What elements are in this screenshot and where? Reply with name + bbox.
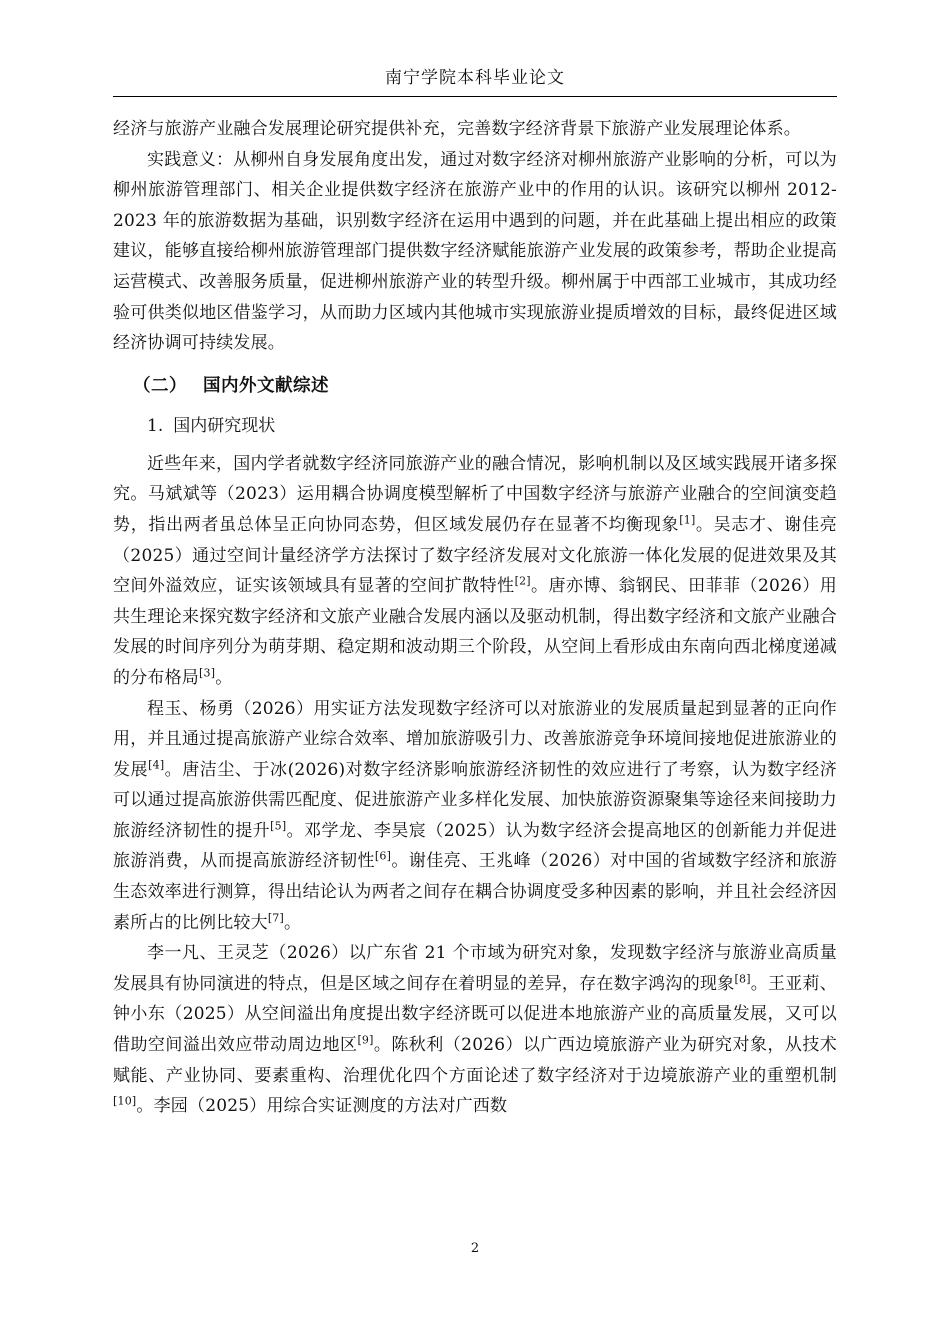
citation-ref-5: [5] bbox=[270, 819, 287, 833]
text-run: 。吴志才、谢佳亮（2025）通过空间计量经济学方法探讨了数字经济发展对文化旅游一体化发展的促进效果及其空间外溢效应，证实该领域具有显著的空间扩散特性 bbox=[113, 514, 837, 597]
paragraph-domestic-3 bbox=[113, 938, 837, 1122]
text-run: 。李园（2025）用综合实证测度的方法对广西数 bbox=[136, 1096, 508, 1117]
subsection-heading-domestic bbox=[113, 411, 837, 441]
citation-ref-6: [6] bbox=[374, 849, 392, 863]
section-heading-literature-review bbox=[113, 371, 837, 401]
header-rule bbox=[113, 96, 837, 97]
subsection-title: 国内研究现状 bbox=[173, 415, 276, 436]
text-run: 近些年来，国内学者就数字经济同旅游产业的融合情况，影响机制以及区域实践展开诸多探究。马斌斌等（2023）运用耦合协调度模型解析了中国数字经济与旅游产业融合的空间演变趋势，指出两者虽总体呈正向协同态势，但区域发展仍存在显著不均衡现象 bbox=[113, 453, 837, 535]
citation-ref-9: [9] bbox=[357, 1033, 374, 1047]
text-run: 。 bbox=[215, 667, 233, 688]
text-run: 。邓学龙、李昊宸（2025）认为数字经济会提高地区的创新能力并促进旅游消费，从而提高旅游经济韧性 bbox=[113, 820, 837, 872]
section-title: 国内外文献综述 bbox=[203, 375, 329, 396]
text-run: 李一凡、王灵芝（2026）以广东省 21 个市域为研究对象，发现数字经济与旅游业高质量发展具有协同演进的特点，但是区域之间存在着明显的差异，存在数字鸿沟的现象 bbox=[113, 943, 837, 994]
citation-ref-10: [10] bbox=[113, 1094, 137, 1108]
citation-ref-3: [3] bbox=[199, 666, 216, 680]
text-run: 。王亚莉、钟小东（2025）从空间溢出角度提出数字经济既可以促进本地旅游产业的高质量发展，又可以借助空间溢出效应带动周边地区 bbox=[113, 973, 838, 1056]
text-run: 。唐亦博、翁钢民、田菲菲（2026）用共生理论来探究数字经济和文旅产业融合发展内涵以及驱动机制，得出数字经济和文旅产业融合发展的时间序列分为萌芽期、稳定期和波动期三个阶段，从空间上看形成由东南向西北梯度递减的分布格局 bbox=[113, 576, 837, 688]
citation-ref-1: [1] bbox=[679, 513, 696, 527]
text-run: 。谢佳亮、王兆峰（2026）对中国的省域数字经济和旅游生态效率进行测算，得出结论认为两者之间存在耦合协调度受多种因素的影响，并且社会经济因素所占的比例比较大 bbox=[113, 851, 837, 933]
text-run: 。唐洁尘、于冰(2026)对数字经济影响旅游经济韧性的效应进行了考察，认为数字经济可以通过提高旅游供需匹配度、促进旅游产业多样化发展、加快旅游资源聚集等途径来间接助力旅游经济韧性的提升 bbox=[113, 759, 837, 841]
body-text bbox=[113, 114, 837, 1122]
running-header: 南宁学院本科毕业论文 bbox=[385, 68, 565, 88]
citation-ref-4: [4] bbox=[148, 758, 165, 772]
paragraph-domestic-1 bbox=[113, 449, 837, 694]
paragraph-practical-significance: 实践意义：从柳州自身发展角度出发，通过对数字经济对柳州旅游产业影响的分析，可以为柳州旅游管理部门、相关企业提供数字经济在旅游产业中的作用的认识。该研究以柳州 2012-2023 年的旅游数据为基础，识别数字经济在运用中遇到的问题，并在此基础上提出相应的政策建议，能够直接给柳州旅游管理部门提供数字经济赋能旅游产业发展的政策参考，帮助企业提高运营模式、改善服务质量，促进柳州旅游产业的转型升级。柳州属于中西部工业城市，其成功经验可供类似地区借鉴学习，从而助力区域内其他城市实现旅游业提质增效的目标，最终促进区域经济协调可持续发展。 bbox=[113, 149, 837, 354]
citation-ref-2: [2] bbox=[514, 574, 531, 588]
subsection-number: 1. bbox=[147, 415, 164, 436]
paragraph-domestic-2 bbox=[113, 694, 837, 939]
paragraph-continued: 经济与旅游产业融合发展理论研究提供补充，完善数字经济背景下旅游产业发展理论体系。 bbox=[113, 119, 801, 139]
section-number: （二） bbox=[133, 375, 187, 396]
citation-ref-8: [8] bbox=[734, 972, 751, 986]
text-run: 。 bbox=[284, 912, 302, 933]
citation-ref-7: [7] bbox=[267, 911, 284, 924]
text-run: 程玉、杨勇（2026）用实证方法发现数字经济可以对旅游业的发展质量起到显著的正向作用，并且通过提高旅游产业综合效率、增加旅游吸引力、改善旅游竞争环境间接地促进旅游业的发展 bbox=[113, 698, 837, 780]
page-number: 2 bbox=[470, 1241, 480, 1256]
text-run: 。陈秋利（2026）以广西边境旅游产业为研究对象，从技术赋能、产业协同、要素重构、治理优化四个方面论述了数字经济对于边境旅游产业的重塑机制 bbox=[113, 1035, 837, 1086]
